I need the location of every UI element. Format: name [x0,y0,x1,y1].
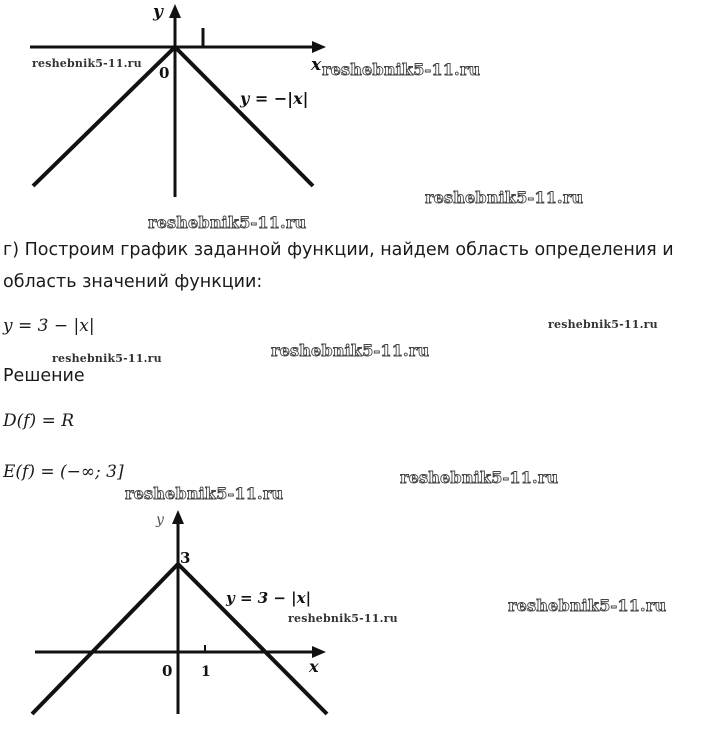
x-axis-label: x [309,657,319,676]
tick-1-label: 1 [201,664,211,680]
y-axis-label: y [156,512,164,528]
x-axis-label: x [311,55,322,75]
peak-label: 3 [180,549,191,567]
task-text-line2: область значений функции: [3,272,263,292]
watermark: reshebnik5-11.ru [52,352,162,365]
formula-label: y = −|x| [240,89,309,108]
graph-abs-negative [0,0,340,200]
origin-label: 0 [162,662,173,680]
watermark: reshebnik5-11.ru [271,341,430,360]
x-axis-arrow [312,41,326,53]
watermark: reshebnik5-11.ru [400,468,559,487]
graph-line-left [32,564,178,714]
task-text-line1: г) Построим график заданной функции, найдем область определения и [3,240,674,260]
watermark: reshebnik5-11.ru [148,213,307,232]
origin-label: 0 [159,64,170,82]
watermark: reshebnik5-11.ru [288,612,398,625]
range-formula: E(f) = (−∞; 3] [3,462,124,482]
watermark: reshebnik5-11.ru [425,188,584,207]
watermark: reshebnik5-11.ru [125,484,284,503]
y-axis-arrow [169,4,181,18]
domain-formula: D(f) = R [3,411,75,431]
watermark: reshebnik5-11.ru [508,596,667,615]
y-axis-arrow [172,510,184,524]
y-axis-label: y [153,2,163,22]
graph-line-right [178,564,327,714]
formula-label: y = 3 − |x| [226,589,312,607]
graph-line-right [175,47,313,186]
watermark: reshebnik5-11.ru [548,318,658,331]
function-formula: y = 3 − |x| [3,316,95,336]
solution-heading: Решение [3,366,85,386]
watermark: reshebnik5-11.ru [322,60,481,79]
watermark: reshebnik5-11.ru [32,57,142,70]
